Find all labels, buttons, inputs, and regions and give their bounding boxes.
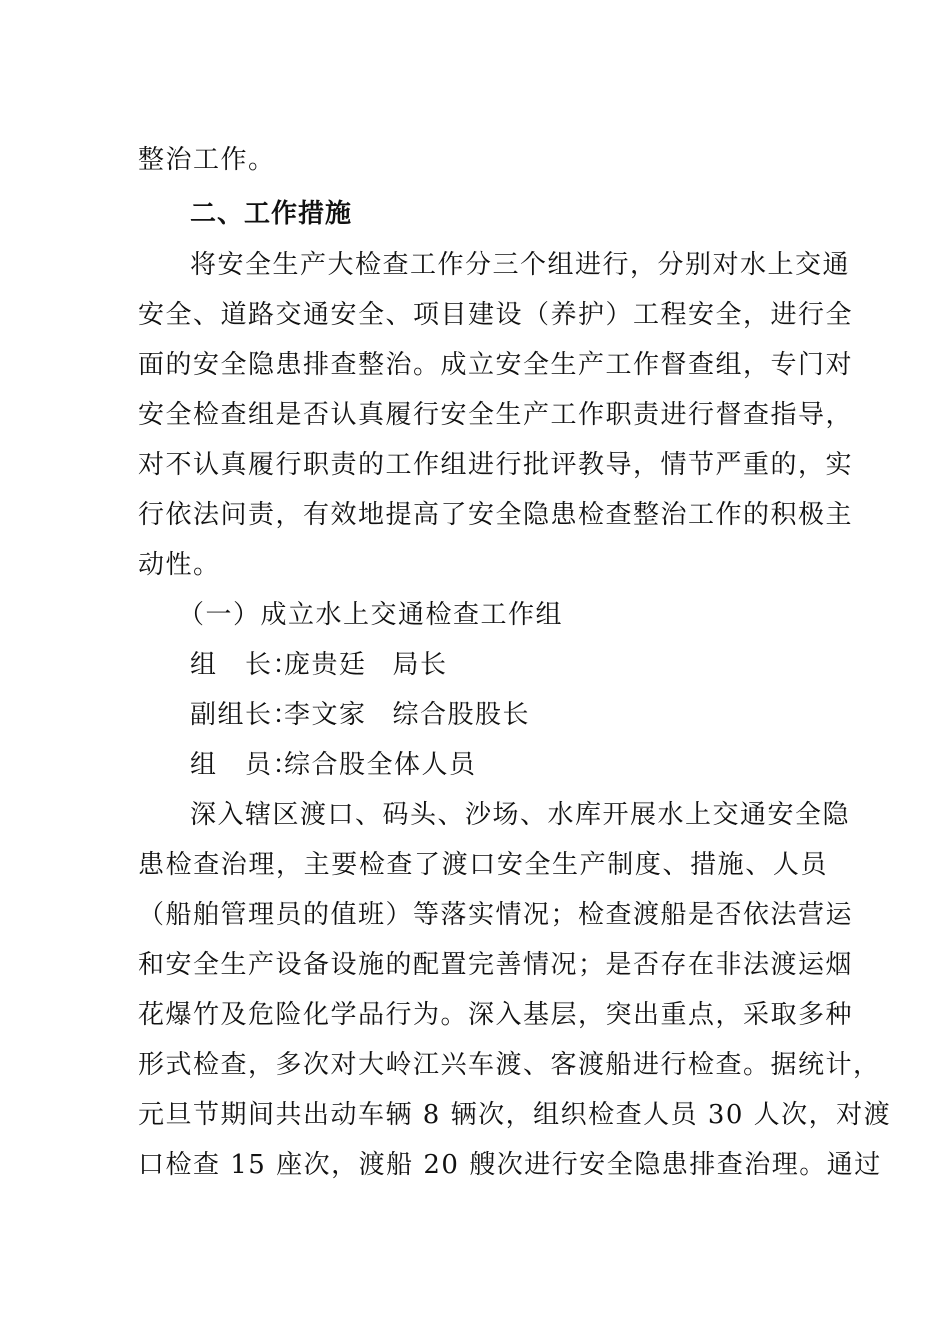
- paragraph-line: （船舶管理员的值班）等落实情况；检查渡船是否依法营运: [138, 900, 854, 930]
- member-role: 组 员：: [190, 750, 301, 780]
- paragraph-line: 口检查 15 座次，渡船 20 艘次进行安全隐患排查治理。通过: [138, 1150, 882, 1180]
- paragraph-line: 安全检查组是否认真履行安全生产工作职责进行督查指导，: [138, 400, 854, 430]
- paragraph-line: 面的安全隐患排查整治。成立安全生产工作督查组，专门对: [138, 350, 854, 380]
- paragraph-line: 患检查治理，主要检查了渡口安全生产制度、措施、人员: [138, 850, 828, 880]
- paragraph-line: 安全、道路交通安全、项目建设（养护）工程安全，进行全: [138, 300, 854, 330]
- member-row: [190, 647, 828, 683]
- member-name: 庞贵廷: [284, 650, 367, 680]
- paragraph-line: 动性。: [138, 550, 221, 580]
- paragraph-line: 行依法问责，有效地提高了安全隐患检查整治工作的积极主: [138, 500, 854, 530]
- member-title: 局长: [392, 650, 448, 680]
- paragraph-line: 深入辖区渡口、码头、沙场、水库开展水上交通安全隐: [190, 800, 851, 830]
- member-role: 组 长：: [190, 650, 301, 680]
- paragraph-line: 对不认真履行职责的工作组进行批评教导，情节严重的，实: [138, 450, 854, 480]
- paragraph-line: 将安全生产大检查工作分三个组进行，分别对水上交通: [190, 250, 851, 280]
- member-role: 副组长：: [190, 700, 301, 730]
- section-heading: 二、工作措施: [190, 199, 353, 229]
- paragraph-tail: 整治工作。: [138, 145, 276, 175]
- subsection-heading: （一）成立水上交通检查工作组: [178, 600, 564, 630]
- member-name: 李文家: [284, 700, 367, 730]
- member-row: [190, 747, 828, 783]
- member-row: [190, 697, 828, 733]
- member-name: 综合股全体人员: [284, 750, 477, 780]
- paragraph-line: 和安全生产设备设施的配置完善情况；是否存在非法渡运烟: [138, 950, 854, 980]
- member-title: 综合股股长: [392, 700, 531, 730]
- paragraph-line: 形式检查，多次对大岭江兴车渡、客渡船进行检查。据统计，: [138, 1050, 881, 1080]
- paragraph-line: 花爆竹及危险化学品行为。深入基层，突出重点，采取多种: [138, 1000, 854, 1030]
- paragraph-line: 元旦节期间共出动车辆 8 辆次，组织检查人员 30 人次，对渡: [138, 1100, 892, 1130]
